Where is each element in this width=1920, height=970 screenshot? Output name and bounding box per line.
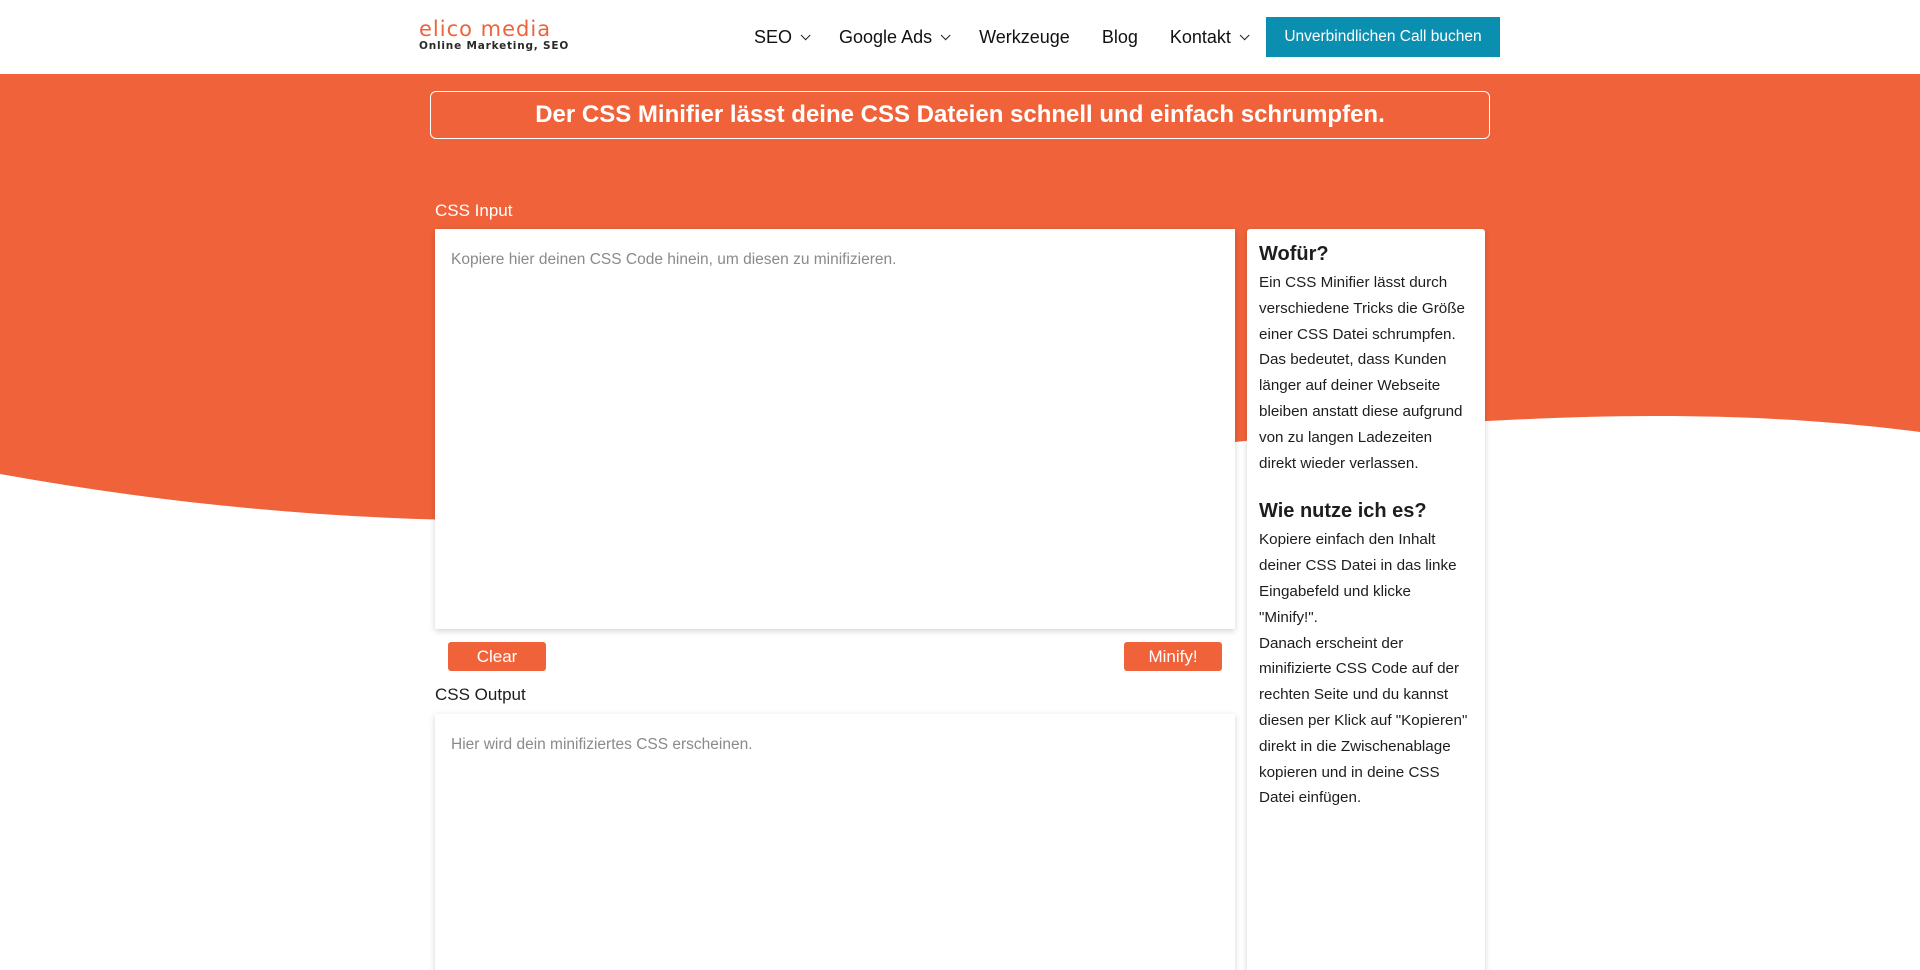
nav-item-werkzeuge[interactable]	[979, 27, 1070, 48]
nav-item-label: Werkzeuge	[979, 26, 1070, 47]
chevron-down-icon	[941, 30, 951, 40]
how-text-step-2: Danach erscheint der minifizierte CSS Code auf der rechten Seite und du kannst diesen per Klick auf "Kopieren" direkt in die Zwischenablage kopieren und in deine CSS Datei einfügen.	[1259, 634, 1468, 807]
nav-item-kontakt[interactable]	[1170, 27, 1246, 48]
info-panel	[1247, 229, 1485, 970]
nav-item-blog[interactable]	[1102, 27, 1138, 48]
logo[interactable]	[419, 18, 569, 52]
site-header	[0, 0, 1920, 74]
page-banner: Der CSS Minifier lässt deine CSS Dateien schnell und einfach schrumpfen.	[430, 91, 1490, 139]
why-text: Ein CSS Minifier lässt durch verschiedene Tricks die Größe einer CSS Datei schrumpfen. Das bedeutet, dass Kunden länger auf deiner Webseite bleiben anstatt diese aufgrund von zu langen Ladezeiten direkt wieder verlassen.	[1259, 274, 1465, 472]
chevron-down-icon	[801, 30, 811, 40]
main-nav	[754, 0, 1278, 74]
nav-item-google-ads[interactable]	[839, 27, 947, 48]
logo-name: elico media	[419, 17, 552, 41]
how-heading: Wie nutze ich es?	[1259, 500, 1427, 523]
nav-item-label: Blog	[1101, 26, 1138, 47]
css-input-field[interactable]	[435, 229, 1235, 629]
logo-tagline: Online Marketing, SEO	[419, 40, 570, 52]
css-output-field[interactable]	[435, 714, 1235, 970]
css-output-label: CSS Output	[435, 685, 526, 704]
how-text-step-1: Kopiere einfach den Inhalt deiner CSS Datei in das linke Eingabefeld und klicke "Minify!".	[1259, 531, 1457, 626]
nav-item-label: Kontakt	[1169, 26, 1231, 47]
chevron-down-icon	[1240, 30, 1250, 40]
why-heading: Wofür?	[1259, 243, 1329, 265]
nav-item-seo[interactable]	[754, 27, 807, 48]
nav-item-label: SEO	[754, 26, 793, 47]
nav-item-label: Google Ads	[839, 26, 933, 47]
book-call-button[interactable]: Unverbindlichen Call buchen	[1266, 17, 1500, 57]
minify-button[interactable]: Minify!	[1124, 642, 1222, 671]
css-input-label: CSS Input	[435, 201, 513, 220]
clear-button[interactable]: Clear	[448, 642, 546, 671]
